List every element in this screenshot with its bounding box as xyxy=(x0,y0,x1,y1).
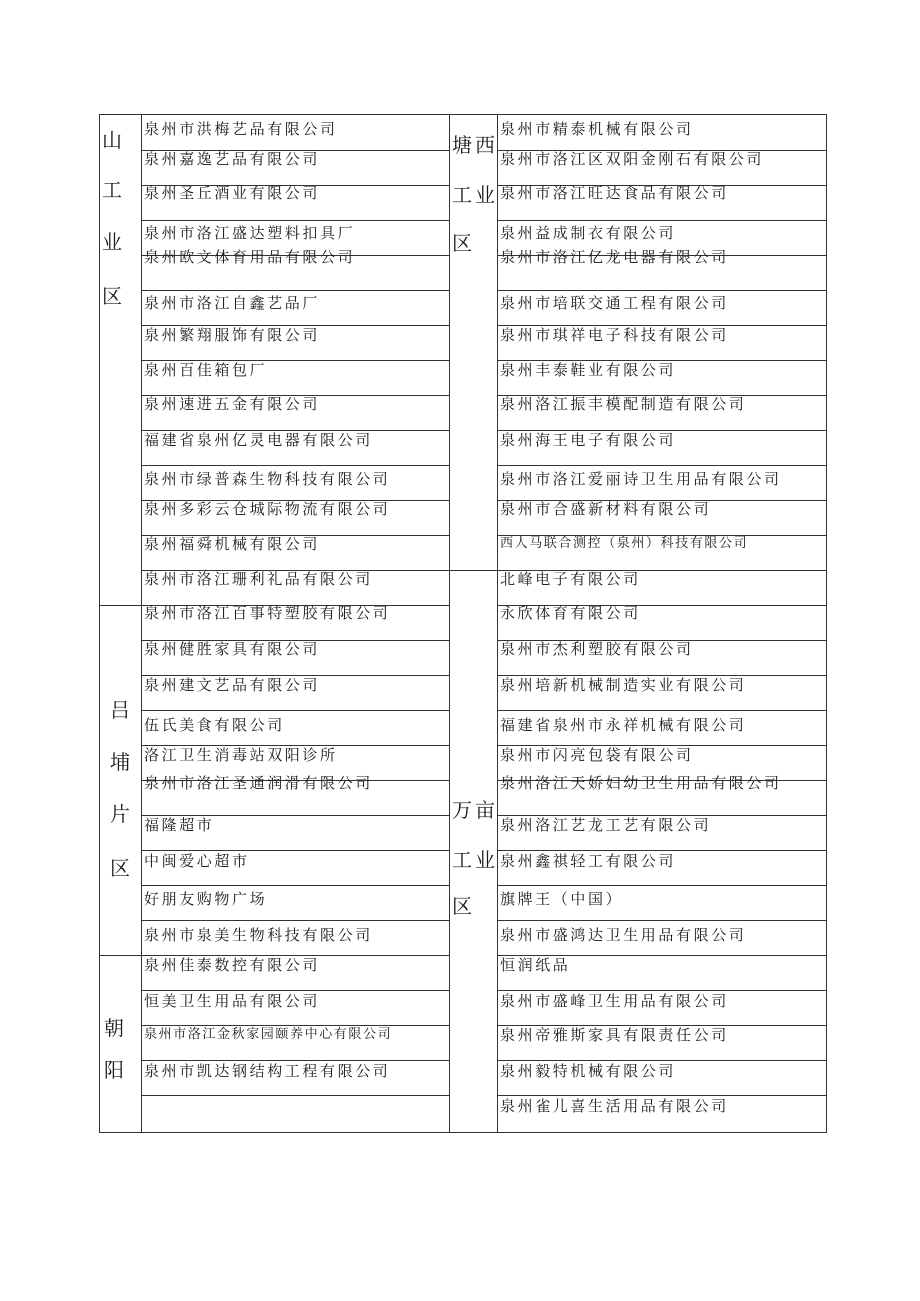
table-rule xyxy=(497,465,826,466)
right-company-cell: 泉州市闪亮包袋有限公司 xyxy=(500,746,694,764)
left-company-cell: 中闽爱心超市 xyxy=(144,852,250,870)
group-char: 埔 xyxy=(110,750,130,774)
right-company-cell: 泉州丰泰鞋业有限公司 xyxy=(500,361,677,379)
right-company-cell: 泉州毅特机械有限公司 xyxy=(500,1062,677,1080)
table-rule xyxy=(449,114,450,1133)
left-company-cell: 福建省泉州亿灵电器有限公司 xyxy=(144,431,373,449)
right-company-cell: 泉州市合盛新材料有限公司 xyxy=(500,500,712,518)
right-company-cell: 泉州洛江艺龙工艺有限公司 xyxy=(500,816,712,834)
table-rule xyxy=(826,114,827,1133)
left-company-cell: 福隆超市 xyxy=(144,816,215,834)
table-rule xyxy=(141,290,449,291)
left-company-cell: 泉州市绿普森生物科技有限公司 xyxy=(144,470,391,488)
right-company-cell: 泉州海王电子有限公司 xyxy=(500,431,677,449)
left-company-cell: 伍氏美食有限公司 xyxy=(144,716,285,734)
right-company-cell: 泉州市洛江爱丽诗卫生用品有限公司 xyxy=(500,470,782,488)
group-char: 工 xyxy=(102,178,122,202)
left-company-cell: 泉州市洛江盛达塑料扣具厂 xyxy=(144,224,356,242)
table-rule xyxy=(141,1095,449,1096)
right-company-cell: 泉州市琪祥电子科技有限公司 xyxy=(500,326,729,344)
right-company-cell: 泉州市洛江亿龙电器有限公司 xyxy=(500,248,729,266)
left-company-cell: 泉州多彩云仓城际物流有限公司 xyxy=(144,500,391,518)
right-company-cell: 泉州洛江振丰模配制造有限公司 xyxy=(500,395,747,413)
table-rule xyxy=(141,710,449,711)
left-company-cell: 泉州佳泰数控有限公司 xyxy=(144,956,321,974)
table-rule xyxy=(497,850,826,851)
table-rule xyxy=(497,1095,826,1096)
table-rule xyxy=(99,1132,827,1133)
right-company-cell: 泉州培新机械制造实业有限公司 xyxy=(500,676,747,694)
left-company-cell: 泉州繁翔服饰有限公司 xyxy=(144,326,321,344)
table-rule xyxy=(497,710,826,711)
table-rule xyxy=(141,920,449,921)
right-company-cell: 泉州市杰利塑胶有限公司 xyxy=(500,640,694,658)
group-char: 工 xyxy=(452,183,472,207)
group-char: 塘 xyxy=(452,133,472,157)
left-company-cell: 泉州健胜家具有限公司 xyxy=(144,640,321,658)
table-rule xyxy=(449,570,497,571)
group-char: 亩 xyxy=(475,798,495,822)
left-company-cell: 泉州市洛江百事特塑胶有限公司 xyxy=(144,604,391,622)
right-company-cell: 旗牌王（中国） xyxy=(500,890,624,908)
left-company-cell: 泉州嘉逸艺品有限公司 xyxy=(144,150,321,168)
right-company-cell: 泉州鑫祺轻工有限公司 xyxy=(500,852,677,870)
right-company-cell: 泉州雀儿喜生活用品有限公司 xyxy=(500,1097,729,1115)
group-char: 朝 xyxy=(104,1016,124,1040)
left-company-cell: 泉州建文艺品有限公司 xyxy=(144,676,321,694)
table-rule xyxy=(497,990,826,991)
left-company-cell: 恒美卫生用品有限公司 xyxy=(144,992,321,1010)
table-rule xyxy=(141,850,449,851)
right-company-cell: 泉州市洛江区双阳金刚石有限公司 xyxy=(500,150,765,168)
right-company-cell: 北峰电子有限公司 xyxy=(500,570,641,588)
group-char: 阳 xyxy=(104,1058,124,1082)
group-char: 区 xyxy=(110,856,130,880)
right-company-cell: 泉州帝雅斯家具有限责任公司 xyxy=(500,1026,729,1044)
table-rule xyxy=(99,114,100,1133)
table-rule xyxy=(497,1060,826,1061)
table-rule xyxy=(141,114,142,1133)
table-rule xyxy=(497,920,826,921)
right-company-cell: 泉州益成制衣有限公司 xyxy=(500,224,677,242)
right-company-cell: 泉州市洛江旺达食品有限公司 xyxy=(500,184,729,202)
right-company-cell: 恒润纸品 xyxy=(500,956,571,974)
table-rule xyxy=(141,990,449,991)
left-company-cell: 泉州市洛江金秋家园颐养中心有限公司 xyxy=(144,1027,393,1042)
table-rule xyxy=(141,885,449,886)
left-company-cell: 泉州百佳箱包厂 xyxy=(144,361,268,379)
table-rule xyxy=(99,605,141,606)
group-char: 工 xyxy=(452,848,472,872)
left-company-cell: 好朋友购物广场 xyxy=(144,890,268,908)
right-company-cell: 西人马联合测控（泉州）科技有限公司 xyxy=(500,536,749,551)
right-company-cell: 泉州市盛峰卫生用品有限公司 xyxy=(500,992,729,1010)
group-char: 区 xyxy=(452,894,472,918)
table-rule xyxy=(497,290,826,291)
right-company-cell: 泉州市精泰机械有限公司 xyxy=(500,120,694,138)
table-rule xyxy=(99,114,827,115)
group-char: 业 xyxy=(475,183,495,207)
left-company-cell: 泉州市洛江圣通润滑有限公司 xyxy=(144,774,373,792)
table-rule xyxy=(497,114,498,1133)
group-char: 区 xyxy=(452,231,472,255)
left-company-cell: 泉州福舜机械有限公司 xyxy=(144,535,321,553)
group-char: 业 xyxy=(102,230,122,254)
table-rule xyxy=(141,1060,449,1061)
table-rule xyxy=(141,465,449,466)
table-rule xyxy=(99,955,141,956)
table-rule xyxy=(497,885,826,886)
left-company-cell: 洛江卫生消毒站双阳诊所 xyxy=(144,746,338,764)
group-char: 西 xyxy=(475,133,495,157)
table-rule xyxy=(141,220,449,221)
group-char: 山 xyxy=(102,128,122,152)
group-char: 吕 xyxy=(110,698,130,722)
left-company-cell: 泉州市洛江珊利礼品有限公司 xyxy=(144,570,373,588)
right-company-cell: 福建省泉州市永祥机械有限公司 xyxy=(500,716,747,734)
group-char: 业 xyxy=(475,848,495,872)
left-company-cell: 泉州欧文体育用品有限公司 xyxy=(144,248,356,266)
right-company-cell: 永欣体育有限公司 xyxy=(500,604,641,622)
right-company-cell: 泉州洛江天娇妇幼卫生用品有限公司 xyxy=(500,774,782,792)
right-company-cell: 泉州市盛鸿达卫生用品有限公司 xyxy=(500,926,747,944)
left-company-cell: 泉州市凯达钢结构工程有限公司 xyxy=(144,1062,391,1080)
table-rule xyxy=(497,220,826,221)
group-char: 区 xyxy=(102,284,122,308)
left-company-cell: 泉州市洛江自鑫艺品厂 xyxy=(144,294,321,312)
left-company-cell: 泉州市洪梅艺品有限公司 xyxy=(144,120,338,138)
left-company-cell: 泉州速进五金有限公司 xyxy=(144,395,321,413)
left-company-cell: 泉州市泉美生物科技有限公司 xyxy=(144,926,373,944)
right-company-cell: 泉州市培联交通工程有限公司 xyxy=(500,294,729,312)
group-char: 片 xyxy=(110,802,130,826)
group-char: 万 xyxy=(452,798,472,822)
left-company-cell: 泉州圣丘酒业有限公司 xyxy=(144,184,321,202)
